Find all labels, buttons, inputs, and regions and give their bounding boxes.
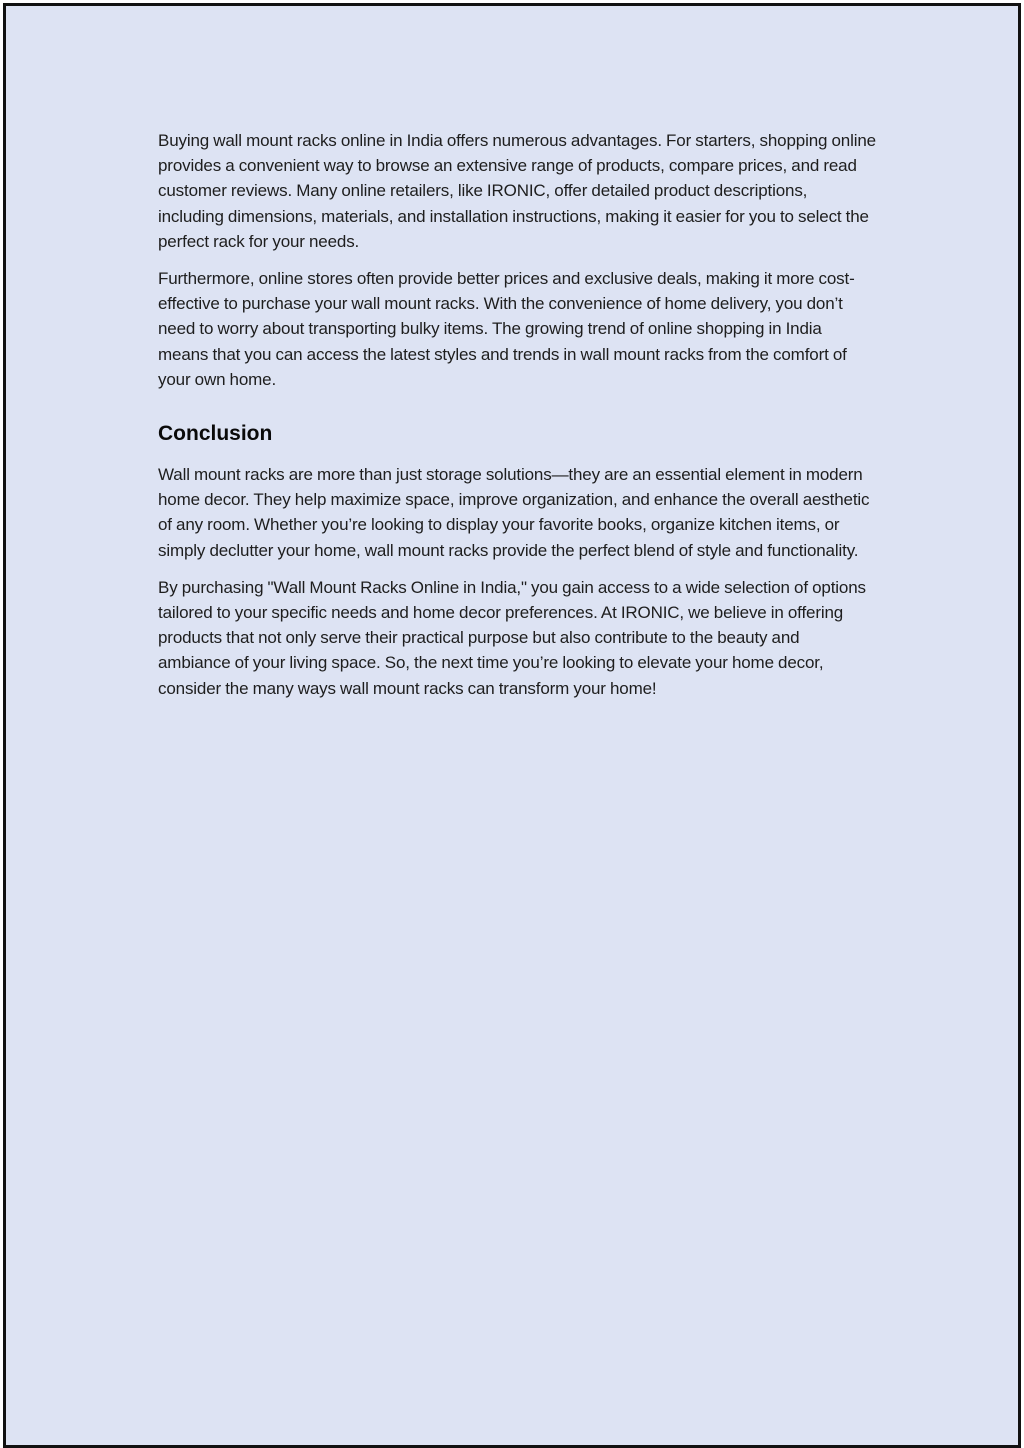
paragraph-conclusion-purchase: By purchasing "Wall Mount Racks Online in India," you gain access to a wide selection of options tailored to your specific needs and home decor preferences. At IRONIC, we believe in offering products that not only serve their practical purpose but also contribute to the beauty and ambiance of your living space. So, the next time you’re looking to elevate your home decor, consider the many ways wall mount racks can transform your home! [158, 577, 866, 698]
document-body [158, 128, 876, 713]
paragraph-online-advantages: Buying wall mount racks online in India offers numerous advantages. For starters, shopping online provides a convenient way to browse an extensive range of products, compare prices, and read customer reviews. Many online retailers, like IRONIC, offer detailed product descriptions, including dimensions, materials, and installation instructions, making it easier for you to select the perfect rack for your needs. [158, 131, 876, 251]
paragraph-better-prices: Furthermore, online stores often provide better prices and exclusive deals, making it more cost-effective to purchase your wall mount racks. With the convenience of home delivery, you don’t need to worry about transporting bulky items. The growing trend of online shopping in India means that you can access the latest styles and trends in wall mount racks from the comfort of your own home. [158, 269, 855, 389]
document-page [3, 3, 1021, 1448]
conclusion-heading: Conclusion [158, 422, 273, 446]
paragraph-conclusion-summary: Wall mount racks are more than just storage solutions—they are an essential element in modern home decor. They help maximize space, improve organization, and enhance the overall aesthetic of any room. Whether you’re looking to display your favorite books, organize kitchen items, or simply declutter your home, wall mount racks provide the perfect blend of style and functionality. [158, 465, 870, 560]
